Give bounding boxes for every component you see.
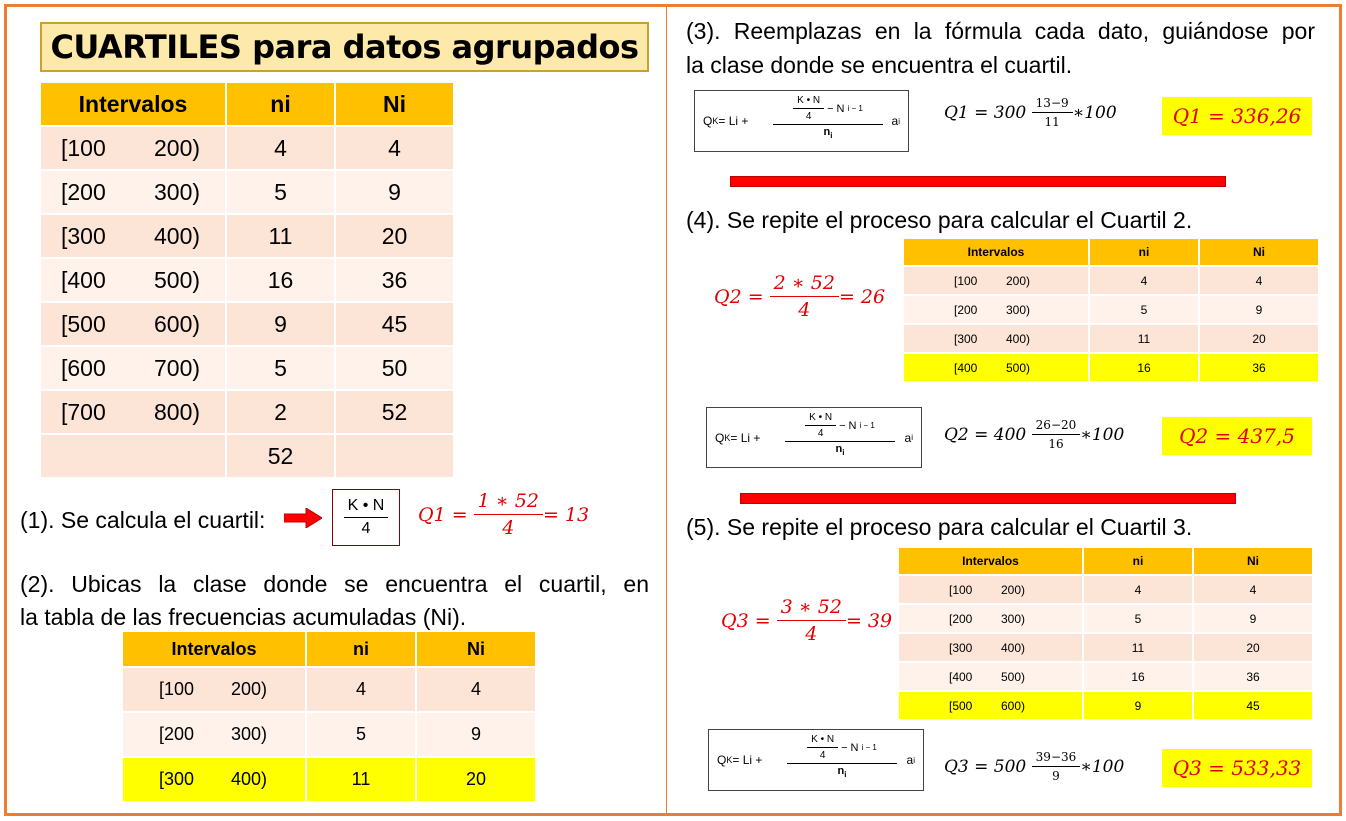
cell-ni: 16 xyxy=(1084,663,1192,690)
cell-interval: [300 400) xyxy=(123,758,305,801)
q1-result-badge: Q1 = 336,26 xyxy=(1162,97,1312,135)
cell-Ni: 9 xyxy=(336,171,453,213)
cell-interval: [700 800) xyxy=(41,391,225,433)
cell-Ni: 20 xyxy=(1194,634,1312,661)
cell-ni: 11 xyxy=(1084,634,1192,661)
title-box xyxy=(40,22,649,72)
table-row xyxy=(123,713,535,756)
q3-substitution: Q3 = 500 $\frac{39-36}{9}$ ∗100 xyxy=(944,750,1125,783)
cell-ni: 11 xyxy=(1090,325,1198,352)
cell-Ni: 36 xyxy=(336,259,453,301)
cell-ni: 11 xyxy=(227,215,334,257)
cell-interval: [100 200) xyxy=(904,267,1088,294)
cell-Ni: 4 xyxy=(1200,267,1318,294)
table-row xyxy=(41,259,453,301)
quartile-formula-box-2: Q K = Li + $\frac{K • N}{4}$ − N i − 1 $n_i$ a i xyxy=(706,407,922,468)
cell-Ni: 4 xyxy=(1194,576,1312,603)
table-row xyxy=(41,303,453,345)
table-row xyxy=(899,663,1312,690)
q3-position-equation: Q3 = $\frac{3 ∗ 52}{4}$ = 39 xyxy=(721,596,893,645)
cell-ni: 9 xyxy=(1084,692,1192,719)
cell-interval: [500 600) xyxy=(41,303,225,345)
cell-Ni: 36 xyxy=(1200,354,1318,381)
cell-interval: [300 400) xyxy=(899,634,1082,661)
table-row xyxy=(41,347,453,389)
cell-Ni: 9 xyxy=(1194,605,1312,632)
header-ni: ni xyxy=(227,83,334,125)
cell-interval: [400 500) xyxy=(904,354,1088,381)
q2-position-equation: Q2 = $\frac{2 ∗ 52}{4}$ = 26 xyxy=(714,272,886,321)
section-separator xyxy=(730,176,1226,187)
frequency-table-q2: Intervalos ni Ni [100 200) 4 4 [200 300) 5 9 [300 400) 11 20 [400 500) 16 36 xyxy=(902,237,1320,383)
cell-interval: [200 300) xyxy=(899,605,1082,632)
table-header-row xyxy=(41,83,453,125)
table-row xyxy=(41,127,453,169)
arrow-right-icon xyxy=(284,508,322,528)
cell-ni: 2 xyxy=(227,391,334,433)
q2-substitution: Q2 = 400 $\frac{26-20}{16}$ ∗100 xyxy=(944,418,1125,451)
cell-interval: [100 200) xyxy=(41,127,225,169)
cell-interval: [200 300) xyxy=(123,713,305,756)
table-row xyxy=(899,605,1312,632)
total-ni: 52 xyxy=(227,435,334,477)
header-Ni: Ni xyxy=(336,83,453,125)
frequency-table-main xyxy=(39,81,455,479)
cell-ni: 5 xyxy=(307,713,415,756)
cell-Ni: 9 xyxy=(1200,296,1318,323)
cell-Ni: 9 xyxy=(417,713,535,756)
step3-text-line1: (3). Reemplazas en la fórmula cada dato, guiándose por xyxy=(686,18,1315,44)
frequency-table-step2: Intervalos ni Ni [100 200) 4 4 [200 300) 5 9 [300 400) 11 20 xyxy=(121,630,537,803)
cell-ni: 5 xyxy=(1084,605,1192,632)
table-row xyxy=(904,325,1318,352)
cell-interval: [400 500) xyxy=(899,663,1082,690)
cell-Ni: 20 xyxy=(417,758,535,801)
cell-interval: [100 200) xyxy=(899,576,1082,603)
cell-interval: [300 400) xyxy=(904,325,1088,352)
cell-ni: 4 xyxy=(307,668,415,711)
frequency-table-q3: Intervalos ni Ni [100 200) 4 4 [200 300) 5 9 [300 400) 11 20 [400 500) 16 36 [500 600) 9 45 xyxy=(897,546,1314,721)
cell-Ni: 20 xyxy=(336,215,453,257)
table-row xyxy=(899,692,1312,719)
cuartil-position-box xyxy=(332,489,400,546)
cell-interval: [300 400) xyxy=(41,215,225,257)
header-intervalos: Intervalos xyxy=(41,83,225,125)
q1-position-equation: Q1 = $\frac{1 ∗ 52}{4}$ = 13 xyxy=(418,490,590,539)
cell-ni: 5 xyxy=(227,171,334,213)
total-row xyxy=(41,435,453,477)
cell-interval: [600 700) xyxy=(41,347,225,389)
cell-ni: 5 xyxy=(1090,296,1198,323)
table-row xyxy=(904,296,1318,323)
cell-Ni: 52 xyxy=(336,391,453,433)
page-title: CUARTILES para datos agrupados xyxy=(50,28,639,66)
table-row xyxy=(899,576,1312,603)
cell-Ni: 20 xyxy=(1200,325,1318,352)
cell-Ni: 45 xyxy=(1194,692,1312,719)
column-divider xyxy=(666,6,667,814)
step2-text-line2: la tabla de las frecuencias acumuladas (Ni). xyxy=(20,604,467,630)
cell-ni: 11 xyxy=(307,758,415,801)
cell-interval: [200 300) xyxy=(41,171,225,213)
step2-text-line1: (2). Ubicas la clase donde se encuentra el cuartil, en xyxy=(20,571,649,597)
cell-Ni: 4 xyxy=(336,127,453,169)
cell-ni: 4 xyxy=(227,127,334,169)
cell-Ni: 36 xyxy=(1194,663,1312,690)
step4-text: (4). Se repite el proceso para calcular el Cuartil 2. xyxy=(686,207,1193,233)
quartile-formula-box-3: Q K = Li + $\frac{K • N}{4}$ − N i − 1 $n_i$ a i xyxy=(708,729,924,791)
table-row xyxy=(904,354,1318,381)
q1-substitution: Q1 = 300 $\frac{13-9}{11}$ ∗100 xyxy=(944,96,1117,129)
cell-interval: [400 500) xyxy=(41,259,225,301)
box-numerator: K • N xyxy=(344,497,389,518)
cell-ni: 4 xyxy=(1090,267,1198,294)
quartile-formula-box-1: Q K = Li + $\frac{K • N}{4}$ − N i − 1 $n_i$ a i xyxy=(694,90,909,152)
table-row xyxy=(41,171,453,213)
cell-interval: [500 600) xyxy=(899,692,1082,719)
table-row xyxy=(904,267,1318,294)
step5-text: (5). Se repite el proceso para calcular el Cuartil 3. xyxy=(686,514,1193,540)
table-row xyxy=(899,634,1312,661)
step3-text-line2: la clase donde se encuentra el cuartil. xyxy=(686,52,1073,78)
cell-ni: 16 xyxy=(1090,354,1198,381)
table-row xyxy=(123,668,535,711)
step1-text: (1). Se calcula el cuartil: xyxy=(20,507,266,533)
cell-ni: 4 xyxy=(1084,576,1192,603)
cell-ni: 9 xyxy=(227,303,334,345)
cell-ni: 16 xyxy=(227,259,334,301)
q2-result-badge: Q2 = 437,5 xyxy=(1162,417,1312,455)
cell-Ni: 4 xyxy=(417,668,535,711)
cell-Ni: 45 xyxy=(336,303,453,345)
cell-Ni: 50 xyxy=(336,347,453,389)
table-row xyxy=(41,391,453,433)
table-row xyxy=(41,215,453,257)
cell-interval: [100 200) xyxy=(123,668,305,711)
section-separator xyxy=(740,493,1236,504)
cell-interval: [200 300) xyxy=(904,296,1088,323)
cell-ni: 5 xyxy=(227,347,334,389)
table-row xyxy=(123,758,535,801)
q3-result-badge: Q3 = 533,33 xyxy=(1162,749,1312,787)
box-denominator: 4 xyxy=(361,520,371,537)
